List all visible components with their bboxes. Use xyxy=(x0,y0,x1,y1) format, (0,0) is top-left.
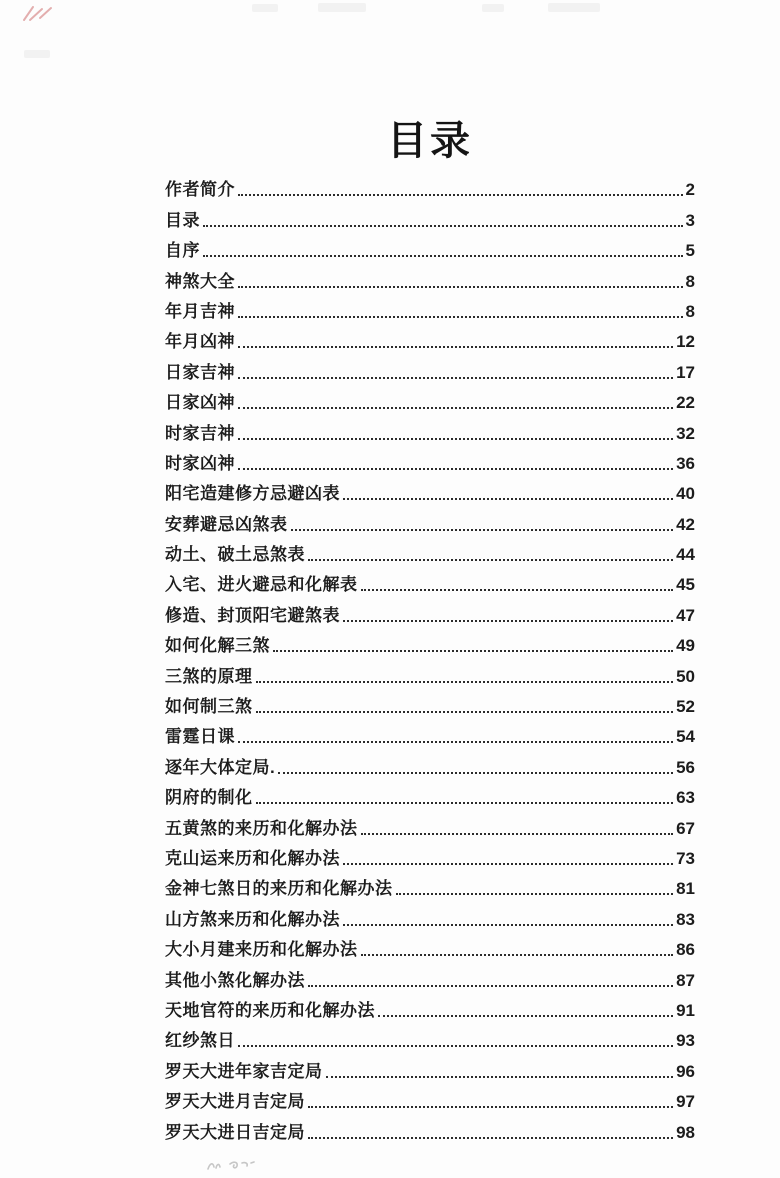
toc-entry xyxy=(165,537,695,567)
toc-entry xyxy=(165,172,695,202)
toc-entry-label: 自序 xyxy=(165,241,200,261)
scan-artifact xyxy=(482,4,504,12)
scan-artifact xyxy=(318,3,366,12)
toc-entry-label: 罗天大进年家吉定局 xyxy=(165,1061,323,1081)
toc-entry xyxy=(165,841,695,871)
toc-page-number: 42 xyxy=(676,514,695,534)
toc-entry-label: 如何化解三煞 xyxy=(165,636,270,656)
toc-entry xyxy=(165,294,695,324)
toc-page-number: 17 xyxy=(676,362,695,382)
toc-entry-label: 逐年大体定局. xyxy=(165,757,276,777)
toc-page-number: 45 xyxy=(676,575,695,595)
toc-leader-dots xyxy=(378,1015,673,1017)
toc-entry-label: 山方煞来历和化解办法 xyxy=(165,909,340,929)
toc-entry-label: 动土、破土忌煞表 xyxy=(165,545,305,565)
toc-leader-dots xyxy=(343,620,673,622)
toc-entry xyxy=(165,871,695,901)
toc-page-number: 49 xyxy=(676,636,695,656)
page-title: 目录 xyxy=(387,119,473,163)
toc-leader-dots xyxy=(278,772,673,774)
toc-page-number: 97 xyxy=(676,1092,695,1112)
toc-entry xyxy=(165,233,695,263)
toc-leader-dots xyxy=(308,985,673,987)
toc-entry xyxy=(165,202,695,232)
toc-entry-label: 安葬避忌凶煞表 xyxy=(165,514,288,534)
toc-leader-dots xyxy=(238,286,683,288)
toc-entry-label: 如何制三煞 xyxy=(165,697,253,717)
toc-leader-dots xyxy=(361,589,674,591)
toc-entry xyxy=(165,962,695,992)
toc-page-number: 81 xyxy=(676,879,695,899)
toc-entry xyxy=(165,324,695,354)
toc-leader-dots xyxy=(343,924,673,926)
toc-leader-dots xyxy=(361,833,674,835)
toc-entry-label: 其他小煞化解办法 xyxy=(165,970,305,990)
toc-page-number: 40 xyxy=(676,484,695,504)
toc-entry xyxy=(165,597,695,627)
scan-artifact xyxy=(548,3,600,12)
toc-entry-label: 大小月建来历和化解办法 xyxy=(165,940,358,960)
toc-entry-label: 罗天大进月吉定局 xyxy=(165,1092,305,1112)
toc-entry xyxy=(165,719,695,749)
toc-page-number: 32 xyxy=(676,423,695,443)
toc-entry-label: 作者简介 xyxy=(165,180,235,200)
toc-leader-dots xyxy=(308,1137,673,1139)
toc-leader-dots xyxy=(396,893,674,895)
toc-page-number: 56 xyxy=(676,757,695,777)
toc-page-number: 8 xyxy=(685,271,695,291)
toc-leader-dots xyxy=(273,650,673,652)
toc-page-number: 47 xyxy=(676,605,695,625)
toc-entry xyxy=(165,1053,695,1083)
toc-leader-dots xyxy=(343,863,673,865)
toc-page-number: 12 xyxy=(676,332,695,352)
toc-entry xyxy=(165,628,695,658)
toc-entry-label: 目录 xyxy=(165,210,200,230)
toc-entry-label: 阴府的制化 xyxy=(165,788,253,808)
toc-leader-dots xyxy=(361,954,674,956)
toc-leader-dots xyxy=(291,529,674,531)
toc-page-number: 50 xyxy=(676,666,695,686)
toc-entry-label: 五黄煞的来历和化解办法 xyxy=(165,818,358,838)
red-pen-mark-icon xyxy=(20,3,56,25)
toc-page-number: 44 xyxy=(676,545,695,565)
toc-entry xyxy=(165,901,695,931)
toc-leader-dots xyxy=(308,1106,673,1108)
toc-leader-dots xyxy=(238,741,673,743)
toc-page-number: 83 xyxy=(676,909,695,929)
toc-leader-dots xyxy=(238,346,673,348)
toc-entry xyxy=(165,658,695,688)
toc-leader-dots xyxy=(326,1076,674,1078)
toc-entry-label: 红纱煞日 xyxy=(165,1031,235,1051)
toc-leader-dots xyxy=(203,225,683,227)
toc-entry-label: 神煞大全 xyxy=(165,271,235,291)
toc-entry-label: 年月吉神 xyxy=(165,301,235,321)
scan-artifact xyxy=(24,50,50,58)
toc-page-number: 67 xyxy=(676,818,695,838)
toc-entry-label: 日家凶神 xyxy=(165,393,235,413)
toc-page-number: 91 xyxy=(676,1000,695,1020)
toc-page-number: 93 xyxy=(676,1031,695,1051)
toc-entry xyxy=(165,476,695,506)
toc-leader-dots xyxy=(308,559,673,561)
toc-entry-label: 克山运来历和化解办法 xyxy=(165,848,340,868)
toc-page-number: 96 xyxy=(676,1061,695,1081)
toc-entry-label: 修造、封顶阳宅避煞表 xyxy=(165,605,340,625)
toc-list xyxy=(165,172,695,1145)
toc-page-number: 98 xyxy=(676,1122,695,1142)
toc-entry xyxy=(165,263,695,293)
toc-entry-label: 金神七煞日的来历和化解办法 xyxy=(165,879,393,899)
toc-page-number: 5 xyxy=(685,241,695,261)
toc-entry-label: 雷霆日课 xyxy=(165,727,235,747)
toc-page-number: 8 xyxy=(685,301,695,321)
scan-artifact xyxy=(252,4,278,12)
toc-entry-label: 阳宅造建修方忌避凶表 xyxy=(165,484,340,504)
toc-entry xyxy=(165,385,695,415)
toc-entry xyxy=(165,749,695,779)
handwritten-smudge-icon xyxy=(204,1155,268,1175)
toc-entry xyxy=(165,780,695,810)
toc-entry-label: 日家吉神 xyxy=(165,362,235,382)
toc-leader-dots xyxy=(238,438,673,440)
toc-entry-label: 时家吉神 xyxy=(165,423,235,443)
toc-entry-label: 天地官符的来历和化解办法 xyxy=(165,1000,375,1020)
toc-entry xyxy=(165,1084,695,1114)
toc-entry xyxy=(165,1114,695,1144)
toc-entry xyxy=(165,810,695,840)
toc-entry-label: 三煞的原理 xyxy=(165,666,253,686)
toc-page-number: 52 xyxy=(676,697,695,717)
toc-entry-label: 时家凶神 xyxy=(165,453,235,473)
toc-entry-label: 年月凶神 xyxy=(165,332,235,352)
toc-entry xyxy=(165,689,695,719)
toc-entry xyxy=(165,506,695,536)
toc-entry xyxy=(165,993,695,1023)
toc-page-number: 87 xyxy=(676,970,695,990)
toc-page-number: 36 xyxy=(676,453,695,473)
toc-page-number: 22 xyxy=(676,393,695,413)
toc-leader-dots xyxy=(256,802,674,804)
toc-entry xyxy=(165,354,695,384)
toc-page-number: 2 xyxy=(685,180,695,200)
toc-leader-dots xyxy=(238,468,673,470)
toc-entry xyxy=(165,415,695,445)
toc-entry xyxy=(165,567,695,597)
toc-leader-dots xyxy=(343,498,673,500)
toc-page-number: 3 xyxy=(685,210,695,230)
toc-leader-dots xyxy=(203,255,683,257)
toc-entry-label: 罗天大进日吉定局 xyxy=(165,1122,305,1142)
toc-entry xyxy=(165,932,695,962)
toc-entry xyxy=(165,1023,695,1053)
toc-entry-label: 入宅、进火避忌和化解表 xyxy=(165,575,358,595)
toc-leader-dots xyxy=(238,316,683,318)
toc-entry xyxy=(165,446,695,476)
toc-page-number: 73 xyxy=(676,848,695,868)
toc-page-number: 86 xyxy=(676,940,695,960)
toc-leader-dots xyxy=(256,681,674,683)
toc-leader-dots xyxy=(238,1045,673,1047)
toc-page-number: 63 xyxy=(676,788,695,808)
toc-leader-dots xyxy=(256,711,674,713)
toc-leader-dots xyxy=(238,194,683,196)
toc-leader-dots xyxy=(238,407,673,409)
toc-page-number: 54 xyxy=(676,727,695,747)
toc-leader-dots xyxy=(238,377,673,379)
